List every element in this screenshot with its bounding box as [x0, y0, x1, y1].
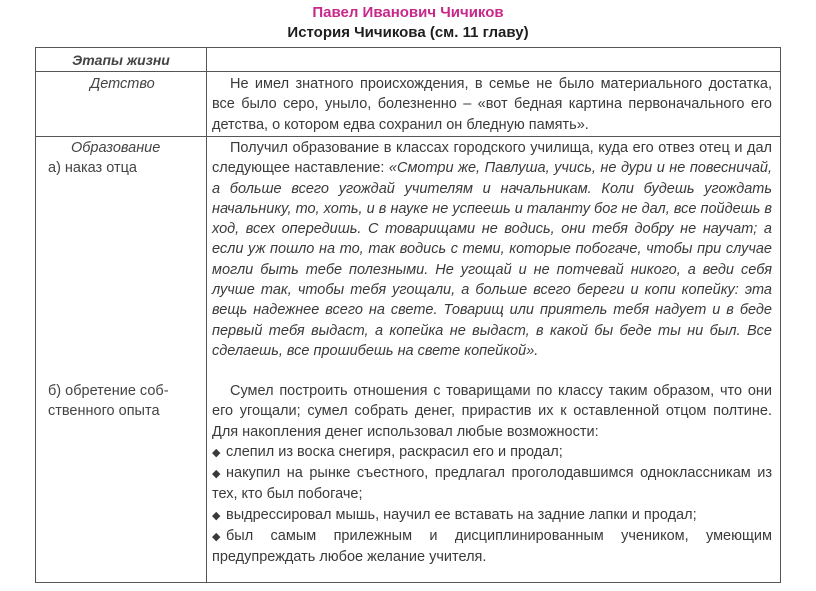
header-divider: [36, 71, 780, 72]
column-header-stages: Этапы жизни: [72, 52, 170, 68]
father-quote: «Смотри же, Павлуша, учись, не дури и не повесничай, а больше всего угождай учителям и начальникам. Коли будешь угождать начальнику, то, хоть, и в науке не успеешь и таланту бог не дал, все пойдешь в ход, всех опередишь. С товарищами не водись, они тебя добру не научат; а если уж пошло на то, так водись с теми, которые побогаче, чтобы при случае могли быть тебе полезными. Не угощай и не потчевай никого, а веди себя лучше так, чтобы тебя угощали, а больше всего береги и копи копейку: эта вещь надежнее всего на свете. Товарищ или приятель тебя надует и в беде первый тебя выдаст, а копейка не выдаст, в какой бы беде ты ни был. Все сделаешь, все прошибешь на свете копейкой».: [212, 160, 772, 359]
stage-education-sub-b-line1: б) обретение соб-: [48, 383, 169, 399]
list-item: ◆ накупил на рынке съестного, предлагал проголодавшимся одноклассникам из тех, кто был побогаче;: [212, 465, 772, 503]
list-item: ◆ выдрессировал мышь, научил ее вставать на задние лапки и продал;: [212, 505, 772, 526]
childhood-text: Не имел знатного происхождения, в семье не было материального достатка, все было серо, уныло, болезненно – «вот бедная картина первоначального его детства, о котором едва сохранил он бледную память».: [212, 76, 772, 133]
experience-block: [212, 381, 772, 568]
page-title: Павел Иванович Чичиков: [312, 4, 504, 21]
education-intro: Получил образование в классах городского училища, куда его отвез отец и дал следующее наставление:: [212, 140, 772, 177]
diamond-bullet-icon: ◆: [212, 446, 221, 459]
life-stages-table: [35, 47, 781, 583]
stage-education-sub-b-line2: ственного опыта: [48, 403, 160, 419]
page-subtitle: История Чичикова (см. 11 главу): [287, 24, 529, 41]
list-item: ◆ слепил из воска снегиря, раскрасил его и продал;: [212, 442, 772, 463]
stage-education: Образование: [71, 140, 161, 156]
experience-intro: Сумел построить отношения с товарищами по классу таким образом, что они его угощали; сумел собрать денег, прирастив их к оставленной отцом полтине. Для накопления денег использовал любые возможности:: [212, 383, 772, 440]
column-divider: [206, 48, 207, 582]
education-paragraph: [212, 138, 772, 361]
diamond-bullet-icon: ◆: [212, 468, 221, 481]
diamond-bullet-icon: ◆: [212, 509, 221, 522]
row-divider: [36, 136, 780, 137]
stage-childhood: Детство: [90, 76, 155, 92]
list-item: ◆ был самым прилежным и дисциплинированным учеником, умеющим предупреждать любое желание учителя.: [212, 528, 772, 566]
diamond-bullet-icon: ◆: [212, 531, 221, 544]
stage-education-sub-a: а) наказ отца: [48, 160, 137, 176]
